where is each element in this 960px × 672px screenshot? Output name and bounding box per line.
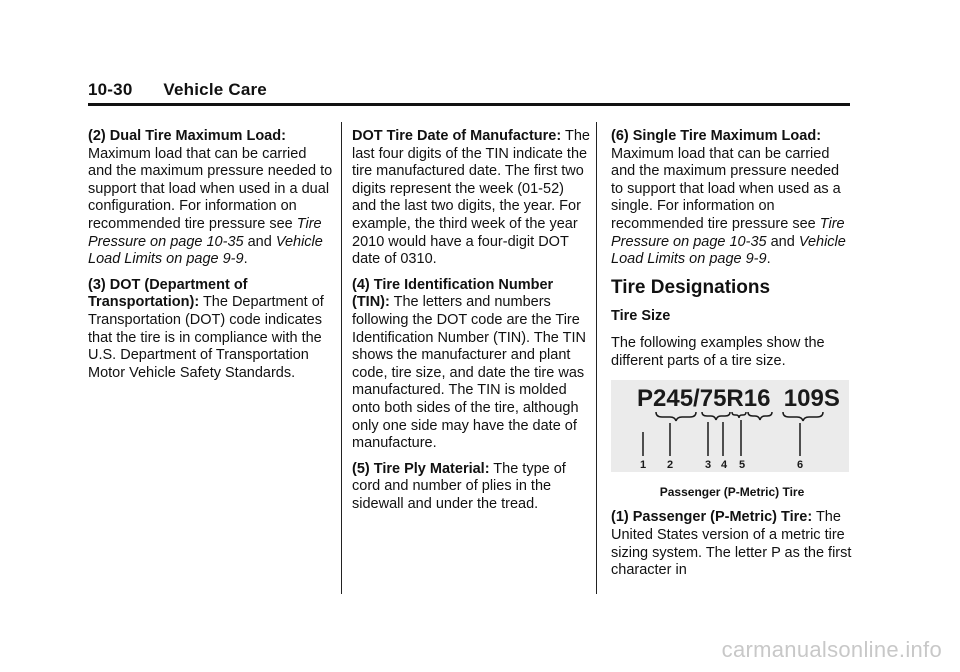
tire-size-subheading: Tire Size: [611, 308, 671, 325]
dot-paragraph: (3) DOT (Department of Transportation): The Department of Transportation (DOT) code indicates that the tire is in compliance with the U.S. Department of Transportation Motor Vehicle Safety Standards.: [88, 276, 324, 381]
callout-2: 2: [666, 459, 674, 472]
dot-heading: (3) DOT (Department of Transportation):: [88, 276, 248, 311]
header-rule: [88, 103, 850, 106]
column-2: [352, 128, 590, 521]
callout-5: 5: [738, 459, 746, 472]
figure-caption: Passenger (P-Metric) Tire: [659, 484, 805, 499]
tire-size-code: P245/75R16 109S: [637, 385, 840, 413]
watermark: carmanualsonline.info: [721, 637, 942, 662]
dual-tire-max-load-heading: (2) Dual Tire Maximum Load:: [88, 128, 286, 144]
page-header: [88, 80, 267, 100]
callout-4: 4: [720, 459, 728, 472]
dual-tire-max-load-paragraph: (2) Dual Tire Maximum Load: Maximum load that can be carried and the maximum pressure needed to support that load when used in a dual configuration. For information on recommended tire pressure see Tire Pressure on page 10‑35 and Vehicle Load Limits on page 9‑9.: [88, 128, 333, 268]
vehicle-load-limits-link[interactable]: Vehicle Load Limits on page 9‑9: [88, 233, 323, 268]
callout-6: 6: [796, 459, 804, 472]
tin-heading: (4) Tire Identification Number (TIN):: [352, 276, 554, 311]
tire-size-figure: [611, 380, 853, 478]
column-3: [611, 128, 853, 580]
dot-date-paragraph: DOT Tire Date of Manufacture: The last four digits of the TIN indicate the tire manufactured date. The first two digits represent the week (01‑52) and the last two digits, the year. For example, the third week of the year 2010 would have a four‑digit DOT date of 0310.: [352, 128, 590, 268]
tire-designations-heading: Tire Designations: [611, 276, 771, 298]
section-title: Vehicle Care: [163, 80, 267, 99]
vehicle-load-limits-link-2[interactable]: Vehicle Load Limits on page 9‑9: [611, 233, 846, 268]
callout-1: 1: [639, 459, 647, 472]
tire-pressure-link[interactable]: Tire Pressure on page 10‑35: [88, 215, 322, 250]
single-tire-max-load-heading: (6) Single Tire Maximum Load:: [611, 128, 822, 144]
column-divider-2: [596, 122, 597, 594]
callout-3: 3: [704, 459, 712, 472]
dot-date-heading: DOT Tire Date of Manufacture:: [352, 128, 562, 144]
tire-size-intro: The following examples show the different parts of a tire size.: [611, 334, 825, 369]
column-divider-1: [341, 122, 342, 594]
passenger-tire-heading: (1) Passenger (P-Metric) Tire:: [611, 509, 813, 526]
passenger-tire-paragraph: (1) Passenger (P-Metric) Tire: The United States version of a metric tire sizing system. The letter P as the first character in: [611, 509, 852, 579]
ply-material-heading: (5) Tire Ply Material:: [352, 460, 490, 477]
tin-paragraph: (4) Tire Identification Number (TIN): The letters and numbers following the DOT code are the Tire Identification Number (TIN). The TIN shows the manufacturer and plant code, tire size, and date the tire was manufactured. The TIN is molded onto both sides of the tire, although only one side may have the date of manufacture.: [352, 276, 586, 452]
single-tire-max-load-paragraph: (6) Single Tire Maximum Load: Maximum load that can be carried and the maximum pressure needed to support that load when used as a single. For information on recommended tire pressure see Tire Pressure on page 10‑35 and Vehicle Load Limits on page 9‑9.: [611, 128, 846, 268]
ply-material-paragraph: (5) Tire Ply Material: The type of cord and number of plies in the sidewall and under the tread.: [352, 460, 566, 512]
tire-size-diagram: [611, 380, 849, 472]
column-1: [88, 128, 334, 390]
tire-pressure-link-2[interactable]: Tire Pressure on page 10‑35: [611, 215, 845, 250]
page-number: 10-30: [88, 80, 133, 99]
